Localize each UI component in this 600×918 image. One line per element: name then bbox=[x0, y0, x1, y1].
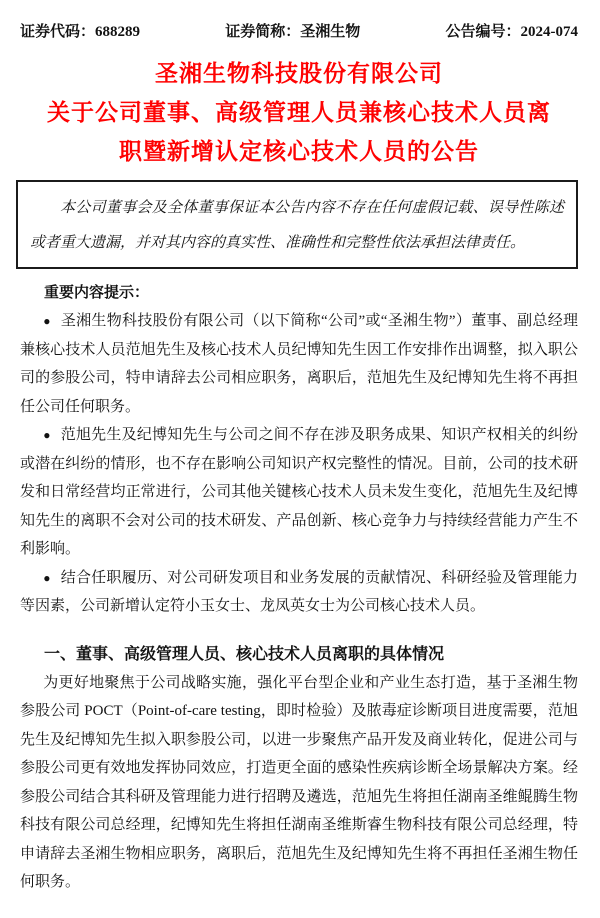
title-line-subject-1: 关于公司董事、高级管理人员兼核心技术人员离 bbox=[47, 99, 551, 125]
note-bullet-item-1 bbox=[20, 307, 578, 421]
bullet-icon: ● bbox=[43, 428, 51, 442]
important-notes-heading: 重要内容提示： bbox=[44, 284, 150, 301]
board-declaration-box bbox=[16, 180, 578, 269]
note-text-2: 范旭先生及纪博知先生与公司之间不存在涉及职务成果、知识产权相关的纠纷或潜在纠纷的情形，也不存在影响公司知识产权完整性的情况。目前，公司的技术研发和日常经营均正常进行，公司其他关键核心技术人员未发生变化，范旭先生及纪博知先生的离职不会对公司的技术研发、产品创新、核心竞争力与持续经营能力产生不利影响。 bbox=[20, 427, 578, 557]
stock-short-name: 证券简称：圣湘生物 bbox=[225, 24, 361, 40]
document-title bbox=[20, 54, 578, 171]
title-line-company: 圣湘生物科技股份有限公司 bbox=[155, 60, 443, 86]
note-text-3: 结合任职履历、对公司研发项目和业务发展的贡献情况、科研经验及管理能力等因素，公司新增认定符小玉女士、龙凤英女士为公司核心技术人员。 bbox=[20, 569, 578, 614]
bullet-icon: ● bbox=[43, 570, 51, 585]
section-one-paragraph: 为更好地聚焦于公司战略实施，强化平台型企业和产业生态打造，基于圣湘生物参股公司 POCT（Point-of-care testing，即时检验）及脓毒症诊断项目进度需要，范旭先生及纪博知先生拟入职参股公司，以进一步聚焦产品开发及商业转化，促进公司与参股公司更有效地发挥协同效应，打造更全面的感染性疾病诊断全场景解决方案。经参股公司结合其科研及管理能力进行招聘及遴选，范旭先生将担任湖南圣维鲲腾生物科技有限公司总经理，纪博知先生将担任湖南圣维斯睿生物科技有限公司总经理，特申请辞去圣湘生物相应职务，离职后，范旭先生及纪博知先生将不再担任圣湘生物任何职务。 bbox=[20, 674, 578, 890]
note-text-1: 圣湘生物科技股份有限公司（以下简称“公司”或“圣湘生物”）董事、副总经理兼核心技术人员范旭先生及核心技术人员纪博知先生因工作安排作出调整，拟入职公司的参股公司，特申请辞去公司相应职务，离职后，范旭先生及纪博知先生将不再担任公司任何职务。 bbox=[20, 313, 579, 415]
announcement-number: 公告编号：2024-074 bbox=[445, 24, 578, 40]
securities-header bbox=[20, 20, 578, 41]
note-bullet-item-2 bbox=[20, 421, 578, 564]
section-one-heading: 一、董事、高级管理人员、核心技术人员离职的具体情况 bbox=[44, 645, 445, 663]
board-declaration-text: 本公司董事会及全体董事保证本公告内容不存在任何虚假记载、误导性陈述或者重大遗漏，并对其内容的真实性、准确性和完整性依法承担法律责任。 bbox=[30, 200, 564, 251]
note-bullet-item-3 bbox=[20, 564, 578, 621]
stock-code: 证券代码：688289 bbox=[20, 24, 141, 40]
title-line-subject-2: 职暨新增认定核心技术人员的公告 bbox=[119, 138, 479, 164]
bullet-icon: ● bbox=[43, 314, 51, 328]
